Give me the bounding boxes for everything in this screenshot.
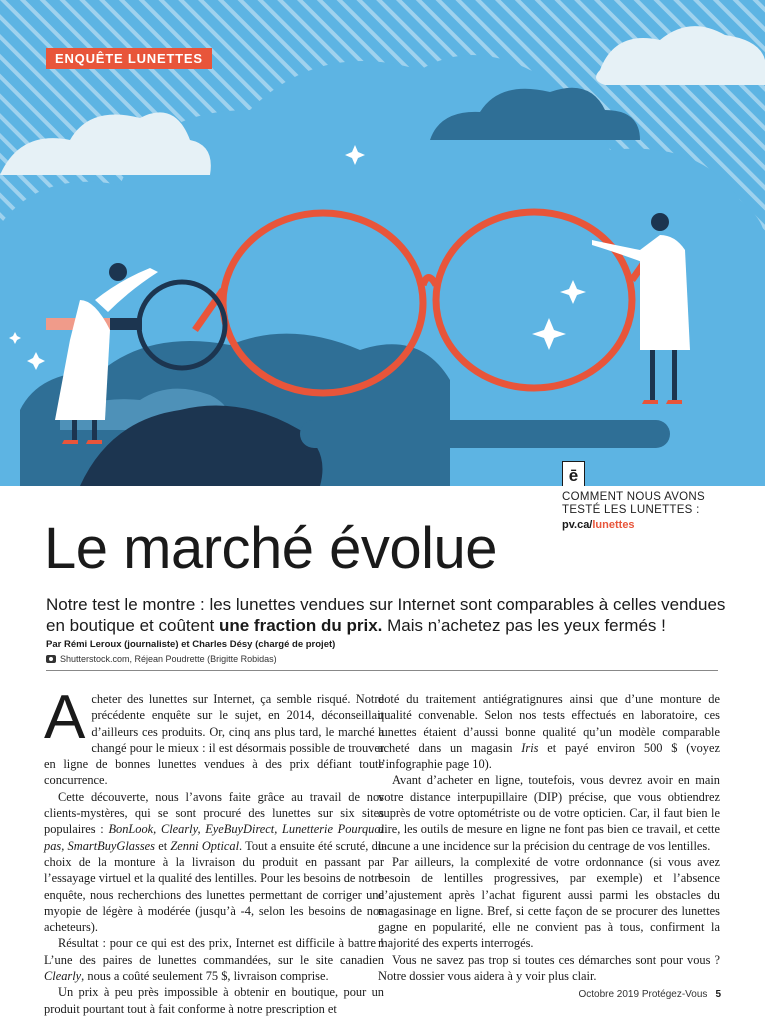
paragraph-6: Avant d’acheter en ligne, toutefois, vous devrez avoir en main votre distance interpupillaire (DIP) précise, que vous obtiendrez auprès de votre optométriste ou de votre opticien. Car, il faut bien le dire, les outils de mesure en ligne ne font pas bien ce travail, et cette lacune a une incidence sur la précision du centrage de vos lentilles. — [378, 773, 720, 853]
dropcap: A — [44, 683, 86, 752]
paragraph-5 — [378, 691, 720, 772]
camera-icon — [46, 655, 56, 663]
page-title: Le marché évolue — [44, 516, 498, 581]
paragraph-1-text: cheter des lunettes sur Internet, ça semble risqué. Notre précédente enquête sur le sujet, en 2014, déconseillait d’ailleurs ces produits. Or, cinq ans plus tard, le marché a changé pour le mieux : il est désormais possible de trouver en ligne de bonnes lunettes vendues à des prix défiant toute concurrence. — [44, 692, 384, 788]
section-tag: ENQUÊTE LUNETTES — [46, 48, 212, 69]
deck — [46, 594, 726, 636]
p5-text-a: doté du traitement antiégratignures ainsi que d’une monture de qualité convenable. Selon nos tests effectués en laboratoire, ces lunettes étaient d’aussi bonne qualité qu’un modèle comparable acheté dans un magasin — [378, 692, 720, 755]
paragraph-4: Un prix à peu près impossible à obtenir en boutique, pour un produit pourtant tout à fait conforme à notre prescription et — [44, 985, 384, 1016]
photo-credit-text: Shutterstock.com, Réjean Poudrette (Brigitte Robidas) — [60, 654, 277, 664]
p3-text-a: Résultat : pour ce qui est des prix, Internet est difficile à battre ! L’une des paires de lunettes commandées, sur le site canadien — [44, 936, 384, 967]
how-we-tested-link[interactable] — [562, 519, 752, 531]
hero-illustration — [0, 0, 765, 486]
p5-iris: Iris — [521, 740, 539, 755]
link-prefix: pv.ca/ — [562, 519, 593, 531]
pv-logo: ē — [562, 461, 585, 486]
p2-and: et — [154, 838, 171, 853]
p5-text-b: et payé environ 500 $ (voyez l’infographie page 10). — [378, 740, 721, 772]
page-footer — [578, 989, 721, 1000]
p2-text-a: Cette découverte, nous l’avons faite grâce au travail de nos clients-mystères, qui se sont procuré des lunettes sur six sites populaires : — [44, 789, 384, 837]
body-column-1 — [44, 683, 384, 1017]
p2-zenni: Zenni Optical — [170, 838, 240, 853]
p3-text-b: , nous a coûté seulement 75 $, livraison comprise. — [81, 969, 329, 984]
how-we-tested-box — [562, 466, 752, 531]
paragraph-1 — [44, 683, 384, 789]
how-we-tested-title: COMMENT NOUS AVONS TESTÉ LES LUNETTES : — [562, 491, 705, 516]
paragraph-7: Par ailleurs, la complexité de votre ordonnance (si vous avez besoin de lentilles progressives, par exemple) et l’absence d’ajustement après l’achat figurent aussi parmi les obstacles du magasinage en ligne. Bref, si cette façon de se procurer des lunettes gagne en popularité, elle ne convient pas à tous, confirment la majorité des experts interrogés. — [378, 854, 720, 951]
deck-part2: Mais n’achetez pas les yeux fermés ! — [382, 616, 666, 635]
footer-issue: Octobre 2019 Protégez-Vous — [578, 989, 708, 1000]
paragraph-8: Vous ne savez pas trop si toutes ces démarches sont pour vous ? Notre dossier vous aidera à y voir plus clair. — [378, 952, 720, 984]
divider — [46, 670, 718, 671]
paragraph-3 — [44, 935, 384, 984]
body-column-2 — [378, 691, 720, 984]
deck-bold: une fraction du prix. — [218, 616, 383, 635]
p2-text-b: . Tout a ensuite été scruté, du choix de la monture à la livraison du produit en passant par l’essayage virtuel et la qualité des lentilles. Pour les besoins de notre enquête, nous recherchions des lunettes permettant de corriger une myopie de légère à modérée (jusqu’à -4, selon les besoins de nos acheteurs). — [44, 838, 384, 935]
byline: Par Rémi Leroux (journaliste) et Charles Désy (chargé de projet) — [46, 639, 336, 650]
paragraph-2 — [44, 789, 384, 936]
deck-part1: Notre test le montre : les lunettes vendues sur Internet sont comparables à celles vendues en boutique et coûtent — [46, 595, 726, 635]
page-number: 5 — [715, 989, 721, 1000]
p2-sites: BonLook, Clearly, EyeBuyDirect, Lunetterie Pourquoi pas, SmartBuyGlasses — [44, 822, 384, 853]
photo-credit — [46, 654, 277, 664]
link-suffix: lunettes — [592, 519, 635, 531]
p3-clearly: Clearly — [44, 969, 82, 984]
